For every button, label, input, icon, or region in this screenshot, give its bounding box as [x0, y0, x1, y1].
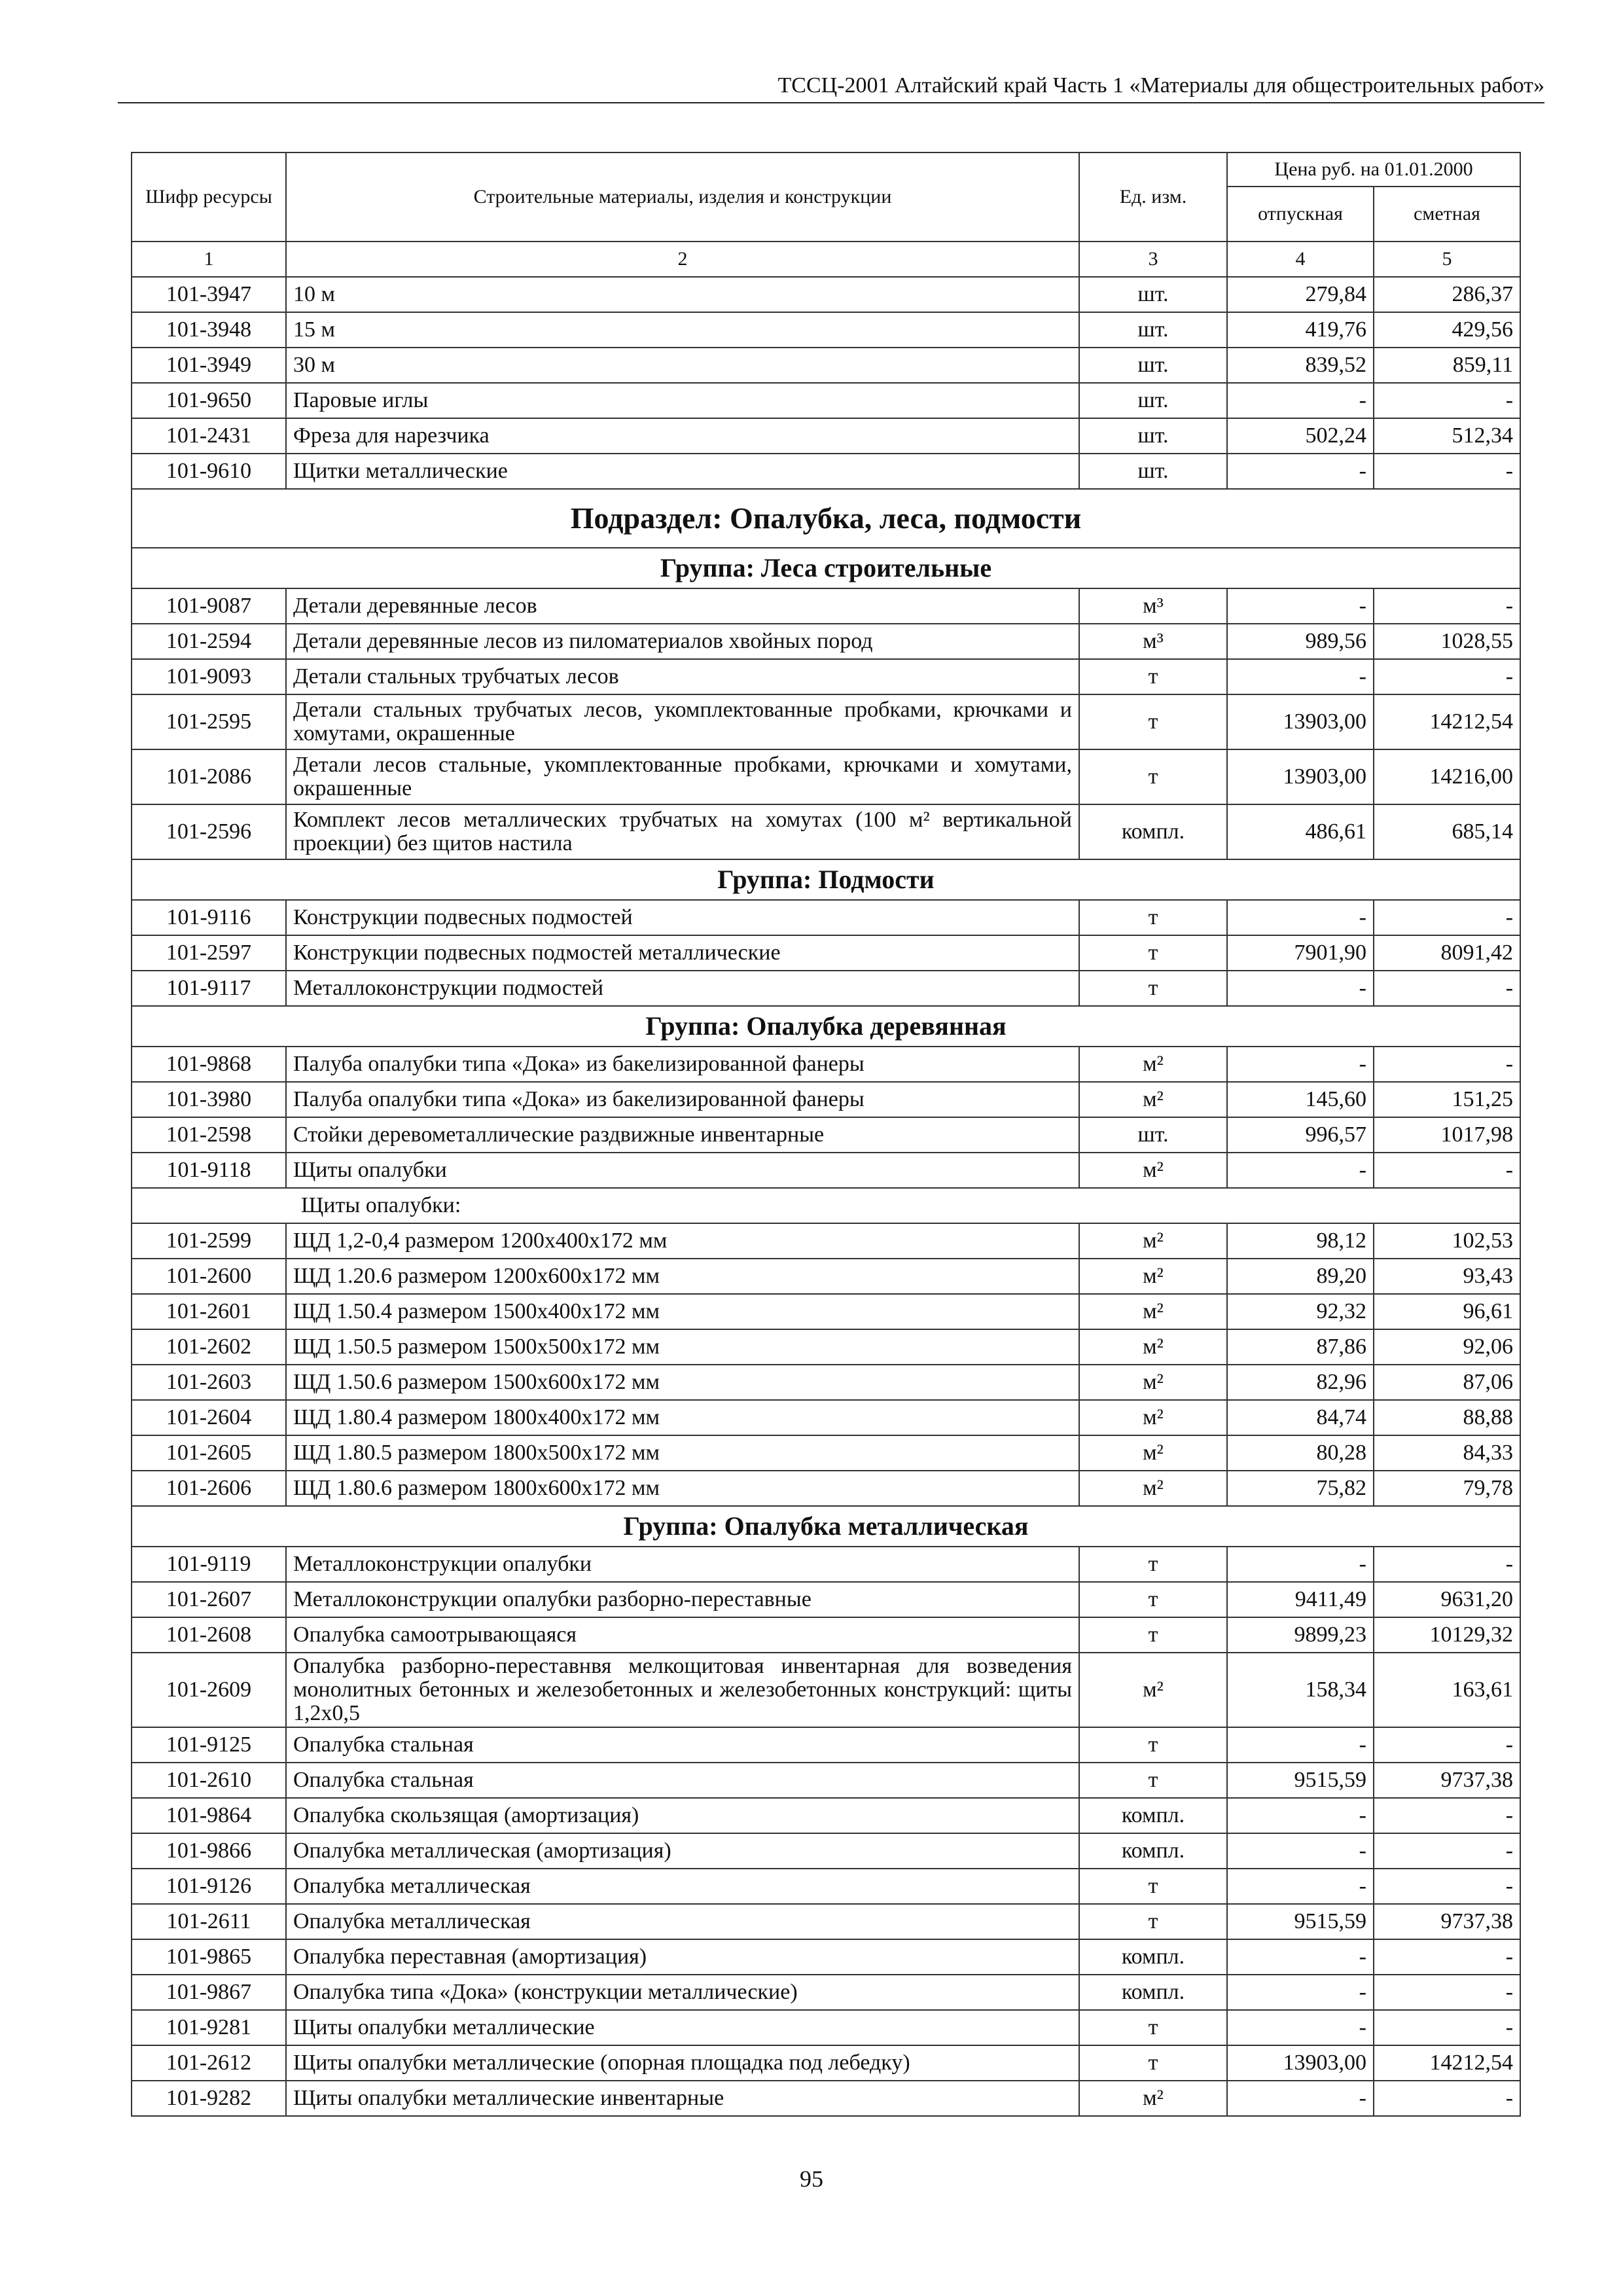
- release-price: 996,57: [1227, 1117, 1374, 1153]
- estimate-price: 14216,00: [1374, 749, 1520, 804]
- table-row: [132, 1727, 1520, 1763]
- estimate-price: -: [1374, 1547, 1520, 1582]
- resource-code: 101-2608: [132, 1617, 286, 1653]
- estimate-price: 84,33: [1374, 1435, 1520, 1471]
- estimate-price: 9631,20: [1374, 1582, 1520, 1617]
- unit-of-measure: т: [1079, 1617, 1227, 1653]
- unit-of-measure: м²: [1079, 1653, 1227, 1727]
- release-price: 92,32: [1227, 1294, 1374, 1329]
- unit-of-measure: т: [1079, 1547, 1227, 1582]
- estimate-price: 859,11: [1374, 348, 1520, 383]
- resource-code: 101-2604: [132, 1400, 286, 1435]
- material-name: 10 м: [286, 277, 1079, 312]
- table-row: [132, 277, 1520, 312]
- release-price: 9515,59: [1227, 1763, 1374, 1798]
- material-name: ЩД 1.80.6 размером 1800х600х172 мм: [286, 1471, 1079, 1506]
- material-name: Опалубка стальная: [286, 1727, 1079, 1763]
- material-name: ЩД 1.50.5 размером 1500х500х172 мм: [286, 1329, 1079, 1365]
- estimate-price: 79,78: [1374, 1471, 1520, 1506]
- table-row: [132, 1904, 1520, 1939]
- table-row: [132, 312, 1520, 348]
- release-price: 87,86: [1227, 1329, 1374, 1365]
- table-row: [132, 659, 1520, 694]
- resource-code: 101-2594: [132, 624, 286, 659]
- table-row: [132, 1798, 1520, 1833]
- material-name: Опалубка типа «Дока» (конструкции металлические): [286, 1975, 1079, 2010]
- unit-of-measure: т: [1079, 1727, 1227, 1763]
- material-name: Щитки металлические: [286, 454, 1079, 489]
- material-name: Опалубка металлическая (амортизация): [286, 1833, 1079, 1869]
- resource-code: 101-9650: [132, 383, 286, 418]
- unit-of-measure: м²: [1079, 1471, 1227, 1506]
- resource-code: 101-9126: [132, 1869, 286, 1904]
- material-name: Металлоконструкции опалубки: [286, 1547, 1079, 1582]
- table-row: [132, 1223, 1520, 1259]
- table-row: [132, 1833, 1520, 1869]
- unit-of-measure: т: [1079, 1582, 1227, 1617]
- col-header-price: Цена руб. на 01.01.2000: [1227, 152, 1520, 187]
- estimate-price: -: [1374, 2081, 1520, 2116]
- col-header-code: Шифр ресурсы: [132, 152, 286, 242]
- release-price: 13903,00: [1227, 694, 1374, 749]
- table-row: [132, 694, 1520, 749]
- unit-of-measure: шт.: [1079, 418, 1227, 454]
- estimate-price: 685,14: [1374, 804, 1520, 859]
- table-row: [132, 900, 1520, 935]
- page-number: 95: [800, 2166, 823, 2192]
- resource-code: 101-9119: [132, 1547, 286, 1582]
- material-name: 30 м: [286, 348, 1079, 383]
- resource-code: 101-2601: [132, 1294, 286, 1329]
- resource-code: 101-2596: [132, 804, 286, 859]
- release-price: -: [1227, 1047, 1374, 1082]
- document-header: ТССЦ-2001 Алтайский край Часть 1 «Материалы для общестроительных работ»: [118, 73, 1544, 103]
- estimate-price: 14212,54: [1374, 2045, 1520, 2081]
- unit-of-measure: м²: [1079, 1082, 1227, 1117]
- unit-of-measure: шт.: [1079, 1117, 1227, 1153]
- unit-of-measure: компл.: [1079, 1798, 1227, 1833]
- estimate-price: 163,61: [1374, 1653, 1520, 1727]
- resource-code: 101-2603: [132, 1365, 286, 1400]
- unit-of-measure: т: [1079, 935, 1227, 971]
- table-header-row: [132, 152, 1520, 187]
- unit-of-measure: т: [1079, 1763, 1227, 1798]
- table-row: [132, 971, 1520, 1006]
- estimate-price: 10129,32: [1374, 1617, 1520, 1653]
- release-price: -: [1227, 1975, 1374, 2010]
- release-price: 9411,49: [1227, 1582, 1374, 1617]
- release-price: 502,24: [1227, 418, 1374, 454]
- estimate-price: 151,25: [1374, 1082, 1520, 1117]
- group-title-row: [132, 548, 1520, 588]
- material-name: Палуба опалубки типа «Дока» из бакелизированной фанеры: [286, 1082, 1079, 1117]
- material-name: Опалубка самоотрывающаяся: [286, 1617, 1079, 1653]
- resource-code: 101-9125: [132, 1727, 286, 1763]
- estimate-price: 92,06: [1374, 1329, 1520, 1365]
- material-name: Конструкции подвесных подмостей металлические: [286, 935, 1079, 971]
- unit-of-measure: м³: [1079, 588, 1227, 624]
- column-number: 5: [1374, 242, 1520, 277]
- subsection-title-row: [132, 489, 1520, 548]
- unit-of-measure: м³: [1079, 624, 1227, 659]
- unit-of-measure: м²: [1079, 1223, 1227, 1259]
- resource-code: 101-2086: [132, 749, 286, 804]
- release-price: -: [1227, 2081, 1374, 2116]
- estimate-price: 1017,98: [1374, 1117, 1520, 1153]
- unit-of-measure: шт.: [1079, 383, 1227, 418]
- release-price: -: [1227, 588, 1374, 624]
- material-name: Детали лесов стальные, укомплектованные пробками, крючками и хомутами, окрашенные: [286, 749, 1079, 804]
- table-row: [132, 804, 1520, 859]
- material-name: Детали стальных трубчатых лесов: [286, 659, 1079, 694]
- material-name: Опалубка скользящая (амортизация): [286, 1798, 1079, 1833]
- estimate-price: 96,61: [1374, 1294, 1520, 1329]
- estimate-price: 88,88: [1374, 1400, 1520, 1435]
- release-price: -: [1227, 2010, 1374, 2045]
- material-name: Щиты опалубки металлические инвентарные: [286, 2081, 1079, 2116]
- table-row: [132, 749, 1520, 804]
- table-row: [132, 1471, 1520, 1506]
- subsection-title: Подраздел: Опалубка, леса, подмости: [132, 489, 1520, 548]
- release-price: 82,96: [1227, 1365, 1374, 1400]
- resource-code: 101-9093: [132, 659, 286, 694]
- resource-code: 101-2611: [132, 1904, 286, 1939]
- release-price: -: [1227, 900, 1374, 935]
- estimate-price: -: [1374, 383, 1520, 418]
- material-name: Конструкции подвесных подмостей: [286, 900, 1079, 935]
- resource-code: 101-2607: [132, 1582, 286, 1617]
- release-price: 989,56: [1227, 624, 1374, 659]
- unit-of-measure: м²: [1079, 2081, 1227, 2116]
- material-name: Опалубка металлическая: [286, 1869, 1079, 1904]
- material-name: Палуба опалубки типа «Дока» из бакелизированной фанеры: [286, 1047, 1079, 1082]
- material-name: Металлоконструкции подмостей: [286, 971, 1079, 1006]
- unit-of-measure: м²: [1079, 1365, 1227, 1400]
- release-price: 13903,00: [1227, 2045, 1374, 2081]
- estimate-price: 429,56: [1374, 312, 1520, 348]
- table-row: [132, 1547, 1520, 1582]
- table-row: [132, 1617, 1520, 1653]
- material-name: Детали деревянные лесов из пиломатериалов хвойных пород: [286, 624, 1079, 659]
- unit-of-measure: шт.: [1079, 454, 1227, 489]
- estimate-price: -: [1374, 659, 1520, 694]
- resource-code: 101-2605: [132, 1435, 286, 1471]
- resource-code: 101-2602: [132, 1329, 286, 1365]
- release-price: 84,74: [1227, 1400, 1374, 1435]
- estimate-price: -: [1374, 1153, 1520, 1188]
- column-number: 2: [286, 242, 1079, 277]
- estimate-price: 512,34: [1374, 418, 1520, 454]
- estimate-price: -: [1374, 588, 1520, 624]
- estimate-price: 9737,38: [1374, 1763, 1520, 1798]
- unit-of-measure: т: [1079, 659, 1227, 694]
- unit-of-measure: т: [1079, 749, 1227, 804]
- column-number: 4: [1227, 242, 1374, 277]
- resource-code: 101-9868: [132, 1047, 286, 1082]
- material-name: Опалубка металлическая: [286, 1904, 1079, 1939]
- resource-code: 101-9866: [132, 1833, 286, 1869]
- material-name: Детали стальных трубчатых лесов, укомплектованные пробками, крючками и хомутами, окрашенные: [286, 694, 1079, 749]
- material-name: ЩД 1.20.6 размером 1200х600х172 мм: [286, 1259, 1079, 1294]
- table-row: [132, 1763, 1520, 1798]
- material-name: Щиты опалубки: [286, 1153, 1079, 1188]
- release-price: 419,76: [1227, 312, 1374, 348]
- release-price: -: [1227, 1939, 1374, 1975]
- material-name: Комплект лесов металлических трубчатых на хомутах (100 м² вертикальной проекции) без щитов настила: [286, 804, 1079, 859]
- estimate-price: 9737,38: [1374, 1904, 1520, 1939]
- estimate-price: 8091,42: [1374, 935, 1520, 971]
- material-name: Фреза для нарезчика: [286, 418, 1079, 454]
- resource-code: 101-3980: [132, 1082, 286, 1117]
- unit-of-measure: т: [1079, 900, 1227, 935]
- table-row: [132, 383, 1520, 418]
- release-price: 839,52: [1227, 348, 1374, 383]
- table-row: [132, 348, 1520, 383]
- table-row: [132, 454, 1520, 489]
- resource-code: 101-9282: [132, 2081, 286, 2116]
- table-row: [132, 1975, 1520, 2010]
- release-price: 279,84: [1227, 277, 1374, 312]
- release-price: -: [1227, 1798, 1374, 1833]
- list-heading: Щиты опалубки:: [132, 1188, 1520, 1223]
- table-row: [132, 1365, 1520, 1400]
- unit-of-measure: шт.: [1079, 277, 1227, 312]
- col-header-release-price: отпускная: [1227, 187, 1374, 242]
- estimate-price: -: [1374, 1047, 1520, 1082]
- unit-of-measure: компл.: [1079, 804, 1227, 859]
- group-title-row: [132, 859, 1520, 900]
- resource-code: 101-9864: [132, 1798, 286, 1833]
- table-row: [132, 1153, 1520, 1188]
- resource-code: 101-9118: [132, 1153, 286, 1188]
- unit-of-measure: т: [1079, 1904, 1227, 1939]
- column-number: 1: [132, 242, 286, 277]
- estimate-price: -: [1374, 1975, 1520, 2010]
- unit-of-measure: м²: [1079, 1435, 1227, 1471]
- release-price: 80,28: [1227, 1435, 1374, 1471]
- unit-of-measure: т: [1079, 971, 1227, 1006]
- unit-of-measure: м²: [1079, 1329, 1227, 1365]
- estimate-price: -: [1374, 454, 1520, 489]
- estimate-price: -: [1374, 1939, 1520, 1975]
- release-price: 89,20: [1227, 1259, 1374, 1294]
- col-header-unit: Ед. изм.: [1079, 152, 1227, 242]
- table-row: [132, 1082, 1520, 1117]
- release-price: -: [1227, 1833, 1374, 1869]
- release-price: -: [1227, 1869, 1374, 1904]
- resource-code: 101-9281: [132, 2010, 286, 2045]
- resource-code: 101-9610: [132, 454, 286, 489]
- table-row: [132, 1939, 1520, 1975]
- unit-of-measure: т: [1079, 1869, 1227, 1904]
- group-title: Группа: Опалубка деревянная: [132, 1006, 1520, 1047]
- unit-of-measure: м²: [1079, 1294, 1227, 1329]
- resource-code: 101-2599: [132, 1223, 286, 1259]
- resource-code: 101-9116: [132, 900, 286, 935]
- table-row: [132, 1259, 1520, 1294]
- table-row: [132, 624, 1520, 659]
- estimate-price: -: [1374, 1798, 1520, 1833]
- material-name: ЩД 1,2-0,4 размером 1200х400х172 мм: [286, 1223, 1079, 1259]
- table-row: [132, 2081, 1520, 2116]
- table-row: [132, 588, 1520, 624]
- release-price: -: [1227, 383, 1374, 418]
- resource-code: 101-2431: [132, 418, 286, 454]
- material-name: 15 м: [286, 312, 1079, 348]
- estimate-price: 87,06: [1374, 1365, 1520, 1400]
- table-row: [132, 2010, 1520, 2045]
- release-price: 13903,00: [1227, 749, 1374, 804]
- release-price: 9899,23: [1227, 1617, 1374, 1653]
- unit-of-measure: т: [1079, 2010, 1227, 2045]
- release-price: -: [1227, 1727, 1374, 1763]
- table-row: [132, 1047, 1520, 1082]
- table-row: [132, 1869, 1520, 1904]
- release-price: -: [1227, 971, 1374, 1006]
- release-price: 75,82: [1227, 1471, 1374, 1506]
- group-title-row: [132, 1506, 1520, 1547]
- resource-code: 101-3949: [132, 348, 286, 383]
- resource-code: 101-2609: [132, 1653, 286, 1727]
- estimate-price: 286,37: [1374, 277, 1520, 312]
- col-header-name: Строительные материалы, изделия и конструкции: [286, 152, 1079, 242]
- table-row: [132, 1329, 1520, 1365]
- estimate-price: -: [1374, 2010, 1520, 2045]
- unit-of-measure: м²: [1079, 1047, 1227, 1082]
- unit-of-measure: шт.: [1079, 348, 1227, 383]
- table-row: [132, 1400, 1520, 1435]
- group-title: Группа: Подмости: [132, 859, 1520, 900]
- resource-code: 101-2597: [132, 935, 286, 971]
- material-name: ЩД 1.80.4 размером 1800х400х172 мм: [286, 1400, 1079, 1435]
- release-price: -: [1227, 1547, 1374, 1582]
- table-row: [132, 1582, 1520, 1617]
- estimate-price: 93,43: [1374, 1259, 1520, 1294]
- unit-of-measure: компл.: [1079, 1833, 1227, 1869]
- material-name: Опалубка стальная: [286, 1763, 1079, 1798]
- material-name: Опалубка переставная (амортизация): [286, 1939, 1079, 1975]
- unit-of-measure: компл.: [1079, 1975, 1227, 2010]
- material-name: ЩД 1.80.5 размером 1800х500х172 мм: [286, 1435, 1079, 1471]
- estimate-price: 102,53: [1374, 1223, 1520, 1259]
- estimate-price: -: [1374, 1727, 1520, 1763]
- col-header-estimate-price: сметная: [1374, 187, 1520, 242]
- material-name: Паровые иглы: [286, 383, 1079, 418]
- resource-code: 101-9087: [132, 588, 286, 624]
- table-row: [132, 1294, 1520, 1329]
- group-title: Группа: Опалубка металлическая: [132, 1506, 1520, 1547]
- table-row: [132, 2045, 1520, 2081]
- material-name: ЩД 1.50.4 размером 1500х400х172 мм: [286, 1294, 1079, 1329]
- estimate-price: 14212,54: [1374, 694, 1520, 749]
- resource-code: 101-9867: [132, 1975, 286, 2010]
- release-price: 486,61: [1227, 804, 1374, 859]
- release-price: 98,12: [1227, 1223, 1374, 1259]
- release-price: 7901,90: [1227, 935, 1374, 971]
- estimate-price: -: [1374, 1869, 1520, 1904]
- resource-code: 101-3948: [132, 312, 286, 348]
- column-number: 3: [1079, 242, 1227, 277]
- unit-of-measure: т: [1079, 2045, 1227, 2081]
- table-row: [132, 935, 1520, 971]
- release-price: 145,60: [1227, 1082, 1374, 1117]
- material-name: Щиты опалубки металлические: [286, 2010, 1079, 2045]
- table-row: [132, 1117, 1520, 1153]
- estimate-price: 1028,55: [1374, 624, 1520, 659]
- material-name: Металлоконструкции опалубки разборно-переставные: [286, 1582, 1079, 1617]
- release-price: -: [1227, 659, 1374, 694]
- unit-of-measure: шт.: [1079, 312, 1227, 348]
- unit-of-measure: м²: [1079, 1400, 1227, 1435]
- resource-code: 101-2595: [132, 694, 286, 749]
- column-numbers-row: [132, 242, 1520, 277]
- materials-table: [131, 152, 1521, 2117]
- release-price: -: [1227, 1153, 1374, 1188]
- unit-of-measure: т: [1079, 694, 1227, 749]
- resource-code: 101-2600: [132, 1259, 286, 1294]
- material-name: Стойки деревометаллические раздвижные инвентарные: [286, 1117, 1079, 1153]
- group-title: Группа: Леса строительные: [132, 548, 1520, 588]
- resource-code: 101-2612: [132, 2045, 286, 2081]
- resource-code: 101-2610: [132, 1763, 286, 1798]
- estimate-price: -: [1374, 971, 1520, 1006]
- table-row: [132, 418, 1520, 454]
- estimate-price: -: [1374, 1833, 1520, 1869]
- release-price: 9515,59: [1227, 1904, 1374, 1939]
- unit-of-measure: м²: [1079, 1259, 1227, 1294]
- release-price: -: [1227, 454, 1374, 489]
- list-heading-row: [132, 1188, 1520, 1223]
- unit-of-measure: м²: [1079, 1153, 1227, 1188]
- resource-code: 101-2606: [132, 1471, 286, 1506]
- material-name: ЩД 1.50.6 размером 1500х600х172 мм: [286, 1365, 1079, 1400]
- resource-code: 101-9865: [132, 1939, 286, 1975]
- group-title-row: [132, 1006, 1520, 1047]
- table-row: [132, 1435, 1520, 1471]
- material-name: Детали деревянные лесов: [286, 588, 1079, 624]
- material-name: Опалубка разборно-переставнвя мелкощитовая инвентарная для возведения монолитных бетонных и железобетонных и железобетонных конструкций: щиты 1,2х0,5: [286, 1653, 1079, 1727]
- table-row: [132, 1653, 1520, 1727]
- unit-of-measure: компл.: [1079, 1939, 1227, 1975]
- release-price: 158,34: [1227, 1653, 1374, 1727]
- material-name: Щиты опалубки металлические (опорная площадка под лебедку): [286, 2045, 1079, 2081]
- resource-code: 101-9117: [132, 971, 286, 1006]
- estimate-price: -: [1374, 900, 1520, 935]
- resource-code: 101-2598: [132, 1117, 286, 1153]
- resource-code: 101-3947: [132, 277, 286, 312]
